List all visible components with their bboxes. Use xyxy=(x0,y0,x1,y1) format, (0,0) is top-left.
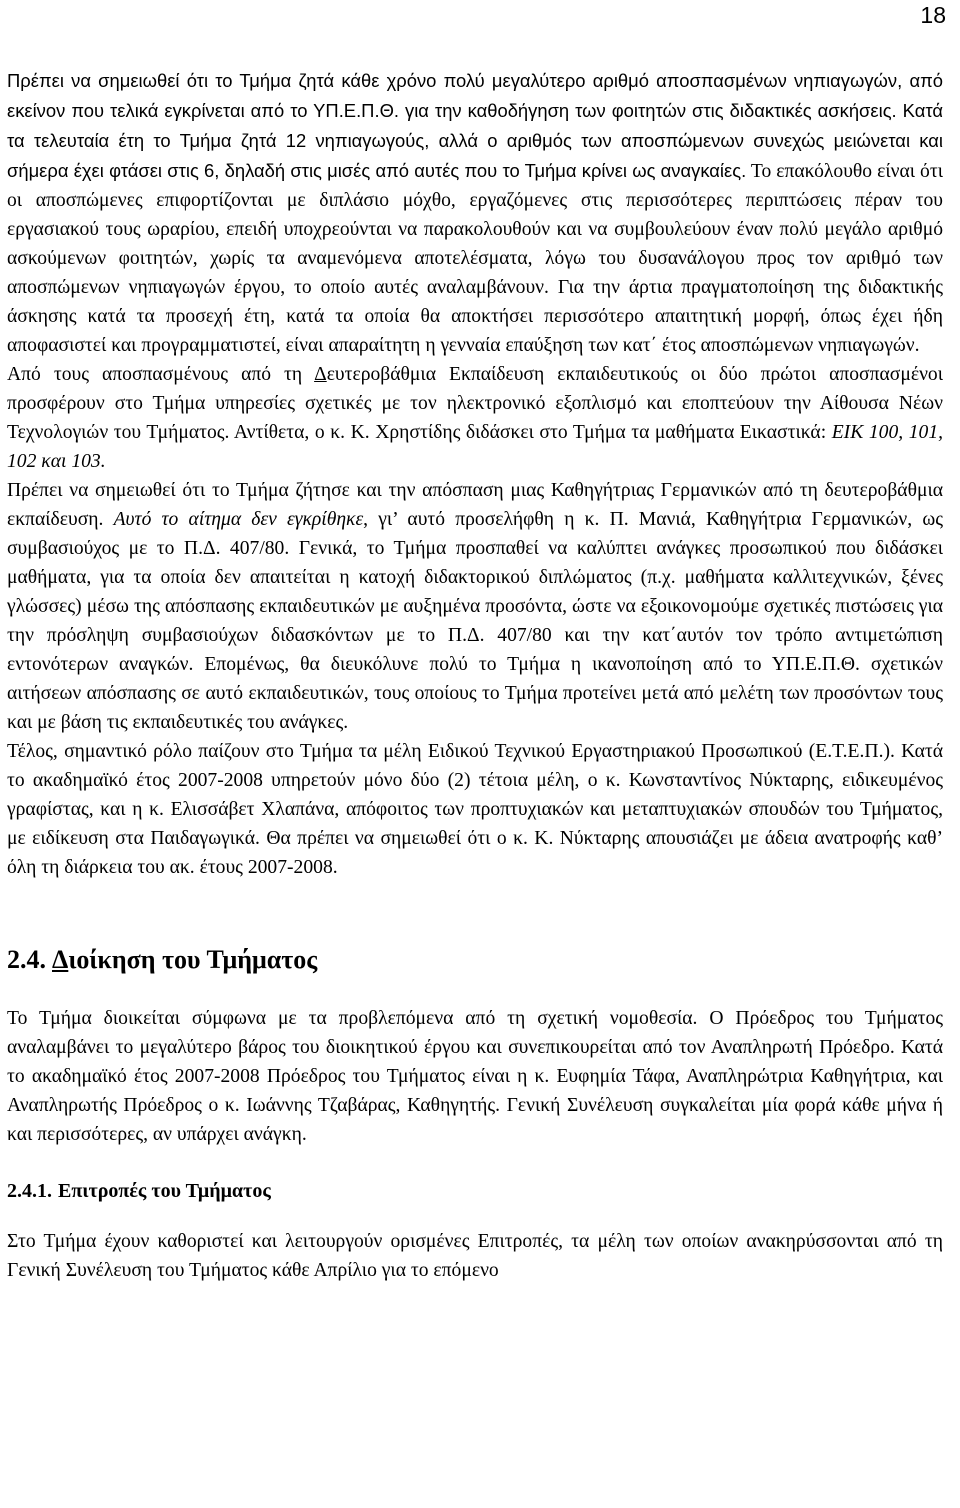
page-number: 18 xyxy=(920,2,946,28)
paragraph-secondary-education-teachers xyxy=(7,360,943,476)
section-heading-2-4 xyxy=(7,944,943,976)
underlined-letter: Δ xyxy=(52,945,69,974)
underlined-letter: Δ xyxy=(314,364,327,385)
paragraph-department-administration: Το Τμήμα διοικείται σύμφωνα με τα προβλεπόμενα από τη σχετική νομοθεσία. Ο Πρόεδρος του Τμήματος αναλαμβάνει το μεγαλύτερο βάρος του διοικητικού έργου και συνεπικουρείται από τον Αναπληρωτή Πρόεδρο. Κατά το ακαδημαϊκό έτος 2007-2008 Πρόεδρος του Τμήματος είναι η κ. Ευφημία Τάφα, Αναπληρώτρια Καθηγήτρια, και Αναπληρωτής Πρόεδρος ο κ. Ιωάννης Τζαβάρας, Καθηγητής. Γενική Συνέλευση συγκαλείται μία φορά κάθε μήνα ή και περισσότερες, αν υπάρχει ανάγκη. xyxy=(7,1008,943,1145)
section-number: 2.4. xyxy=(7,945,46,974)
italic-remark: Αυτό το αίτημα δεν εγκρίθηκε xyxy=(113,509,364,530)
section-number: 2.4.1. xyxy=(7,1180,52,1202)
paragraph-text: , γι’ αυτό προσελήφθη η κ. Π. Μανιά, Καθηγήτρια Γερμανικών, ως συμβασιούχος με το Π.Δ. 407/80. Γενικά, το Τμήμα προσπαθεί να καλύπτει ανάγκες προσωπικού που διδάσκει μαθήματα, για τα οποία δεν απαιτείται η κατοχή διδακτορικού διπλώματος (π.χ. μαθήματα καλλιτεχνικών, ξένες γλώσσες) μέσω της απόσπασης εκπαιδευτικών με αυξημένα προσόντα, ώστε να εξοικονομούμε σχετικές πιστώσεις για την πρόσληψη συμβασιούχων διδασκόντων με το Π.Δ. 407/80 και την κατ΄αυτόν τον τρόπο αντιμετώπιση εντονότερων αναγκών. Επομένως, θα διευκόλυνε πολύ το Τμήμα η ικανοποίηση από το ΥΠ.Ε.Π.Θ. σχετικών αιτήσεων απόσπασης σε αυτό εκπαιδευτικών, τους οποίους το Τμήμα προτείνει μετά από μελέτη των προσόντων τους και με βάση τις εκπαιδευτικές του ανάγκες. xyxy=(7,509,943,733)
paragraph-german-teacher xyxy=(7,476,943,737)
section-title: ιοίκηση του Τμήματος xyxy=(68,945,318,974)
paragraph-etep-staff: Τέλος, σημαντικό ρόλο παίζουν στο Τμήμα τα μέλη Ειδικού Τεχνικού Εργαστηριακού Προσωπικού (Ε.Τ.Ε.Π.). Κατά το ακαδημαϊκό έτος 2007-2008 υπηρετούν μόνο δύο (2) τέτοια μέλη, ο κ. Κωνσταντίνος Νύκταρης, ειδικευμένος γραφίστας, και η κ. Ελισσάβετ Χλαπάνα, απόφοιτος των προπτυχιακών και μεταπτυχιακών σπουδών του Τμήματος, με ειδίκευση στα Παιδαγωγικά. Θα πρέπει να σημειωθεί ότι ο κ. Κ. Νύκταρης απουσιάζει με άδεια ανατροφής καθ’ όλη τη διάρκεια του ακ. έτους 2007-2008. xyxy=(7,741,943,878)
paragraph-text: Από τους αποσπασμένους από τη xyxy=(7,364,315,385)
paragraph-seconded-kindergarten-teachers xyxy=(7,66,943,360)
paragraph-text: ευτεροβάθμια Εκπαίδευση εκπαιδευτικούς οι δύο πρώτοι αποσπασμένοι προσφέρουν στο Τμήμα υπηρεσίες σχετικές με τον ηλεκτρονικό εξοπλισμό και εποπτεύουν την Αίθουσα Νέων Τεχνολογιών του Τμήματος. Αντίθετα, ο κ. Κ. Χρηστίδης διδάσκει στο Τμήμα τα μαθήματα Εικαστικά: xyxy=(7,364,943,443)
course-codes: ΕΙΚ 100, 101, 102 και 103. xyxy=(7,422,944,472)
paragraph-text: Πρέπει να σημειωθεί ότι το Τμήμα ζήτησε και την απόσπαση μιας Καθηγήτριας Γερμανικών από τη δευτεροβάθμια εκπαίδευση. xyxy=(7,480,943,530)
document-body xyxy=(7,66,943,1285)
paragraph-sans-part: Πρέπει να σημειωθεί ότι το Τμήμα ζητά κάθε χρόνο πολύ μεγαλύτερο αριθμό αποσπασμένων νηπιαγωγών, από εκείνον που τελικά εγκρίνεται από το ΥΠ.Ε.Π.Θ. για την καθοδήγηση των φοιτητών στις διδακτικές ασκήσεις. Κατά τα τελευταία έτη το Τμήμα ζητά 12 νηπιαγωγούς, αλλά ο αριθμός των αποσπώμενων συνεχώς μειώνεται και σήμερα έχει φτάσει στις 6, δηλαδή στις μισές από αυτές που το Τμήμα κρίνει ως αναγκαίες. xyxy=(7,70,943,181)
section-title: Επιτροπές του Τμήματος xyxy=(58,1180,271,1202)
paragraph-serif-part: Το επακόλουθο είναι ότι οι αποσπώμενες επιφορτίζονται με διπλάσιο μόχθο, εργαζόμενες στις περισσότερες περιπτώσεις πέραν του εργασιακού τους ωραρίου, επειδή υποχρεούνται να παρακολουθούν και να συμβουλεύουν έναν πολύ μεγάλο αριθμό ασκούμενων φοιτητών, χωρίς τα αναμενόμενα αποτελέσματα, λόγω του δυσανάλογου προς τον αριθμό των αποσπώμενων νηπιαγωγών έργου, το οποίο αυτές αναλαμβάνουν. Για την άρτια πραγματοποίηση της διδακτικής άσκησης κατά τα προσεχή έτη, κατά τα οποία θα αποκτήσει περισσότερο απαιτητική μορφή, όπως έχει ήδη αποφασιστεί και προγραμματιστεί, είναι απαραίτητη η γενναία επαύξηση των κατ΄ έτος αποσπώμενων νηπιαγωγών. xyxy=(7,161,943,356)
section-heading-2-4-1 xyxy=(7,1177,943,1205)
paragraph-committees: Στο Τμήμα έχουν καθοριστεί και λειτουργούν ορισμένες Επιτροπές, τα μέλη των οποίων ανακηρύσσονται από τη Γενική Συνέλευση του Τμήματος κάθε Απρίλιο για το επόμενο xyxy=(7,1231,943,1281)
